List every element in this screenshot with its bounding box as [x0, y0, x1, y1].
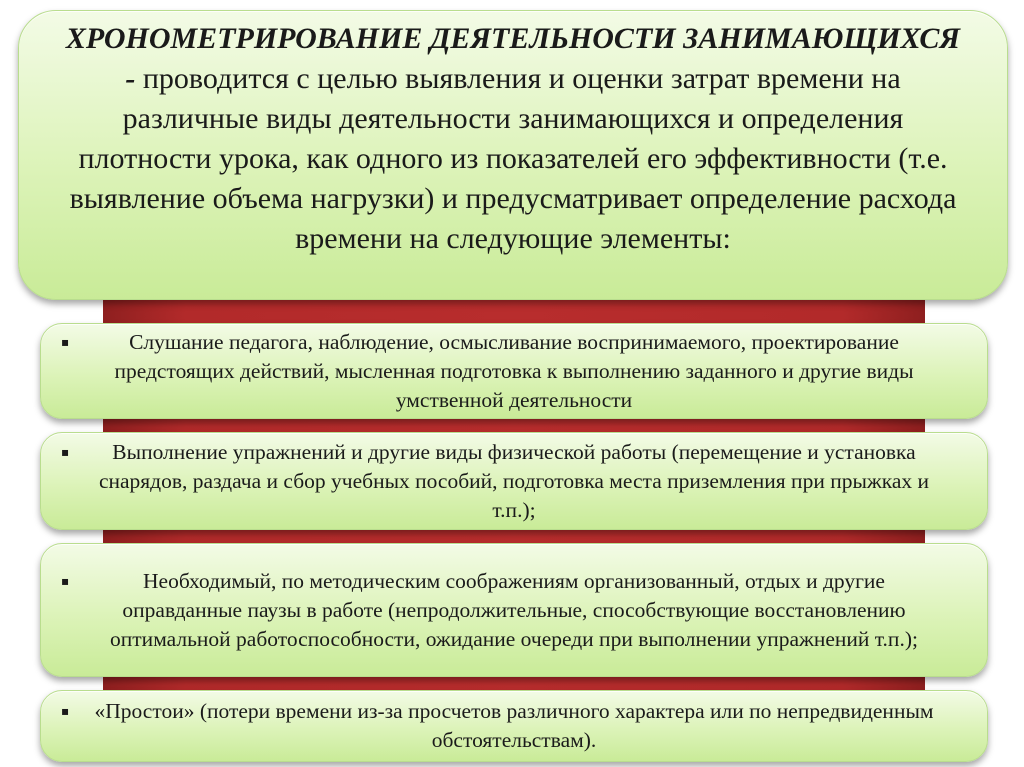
list-item: [40, 543, 988, 677]
list-item: [40, 432, 988, 530]
definition-term: ХРОНОМЕТРИРОВАНИЕ ДЕЯТЕЛЬНОСТИ ЗАНИМАЮЩИХСЯ -: [65, 22, 961, 95]
list-item-text: Слушание педагога, наблюдение, осмысливание воспринимаемого, проектирование предстоящих действий, мысленная подготовка к выполнению заданного и другие виды умственной деятельности: [114, 329, 914, 412]
square-bullet-icon: ▪: [61, 334, 70, 349]
square-bullet-icon: ▪: [61, 704, 70, 718]
list-item: [40, 323, 988, 419]
list-item-text: Необходимый, по методическим соображениям организованный, отдых и другие оправданные паузы в работе (непродолжительные, способствующие восстановлению оптимальной работоспособности, ожидание очереди при выполнении упражнений т.п.);: [110, 568, 918, 651]
list-item: [40, 690, 988, 762]
square-bullet-icon: ▪: [61, 573, 70, 588]
square-bullet-icon: ▪: [61, 444, 70, 459]
definition-box: [18, 10, 1008, 300]
definition-text: проводится с целью выявления и оценки затрат времени на различные виды деятельности занимающихся и определения плотности урока, как одного из показателей его эффективности (т.е. выявление объема нагрузки) и предусматривает определение расхода времени на следующие элементы:: [69, 62, 957, 255]
list-item-text: Выполнение упражнений и другие виды физической работы (перемещение и установка снарядов, раздача и сбор учебных пособий, подготовка места приземления при прыжках и т.п.);: [98, 439, 930, 522]
list-item-text: «Простои» (потери времени из-за просчетов различного характера или по непредвиденным обстоятельствам).: [94, 699, 934, 752]
